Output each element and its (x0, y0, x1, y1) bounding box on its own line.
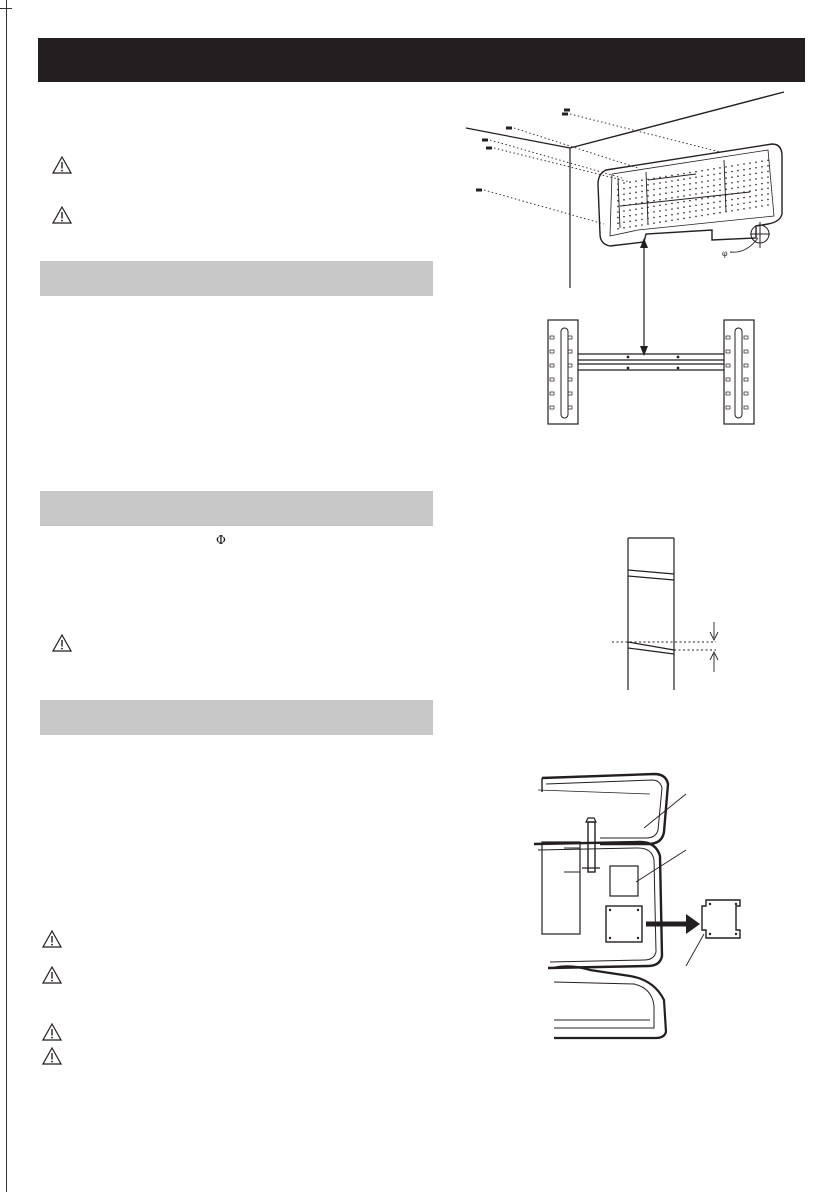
crop-mark-tick (0, 8, 12, 9)
screw-icon (476, 190, 604, 224)
warning-icon (52, 206, 72, 224)
diameter-symbol: Φ (216, 533, 226, 547)
warning-icon (42, 966, 62, 984)
lid-plate-removal-diagram (530, 770, 770, 1042)
warning-icon (52, 156, 72, 174)
bracket-mounting-diagram (460, 88, 800, 438)
warning-icon (42, 1047, 62, 1065)
warning-icon (42, 1023, 62, 1041)
page-header-bar (38, 38, 805, 82)
screw-icon (482, 140, 622, 178)
section-bar-2 (40, 491, 433, 526)
section-bar-1 (40, 261, 433, 296)
arrow-right-icon (686, 914, 700, 934)
screw-icon (562, 114, 720, 152)
clearance-gap-diagram (600, 534, 730, 694)
crop-mark-line (6, 0, 7, 1192)
screw-icon (486, 148, 630, 182)
warning-icon (52, 634, 72, 652)
section-bar-3 (40, 700, 433, 735)
warning-icon (42, 930, 62, 948)
figure-diameter-label: φ (722, 249, 728, 258)
